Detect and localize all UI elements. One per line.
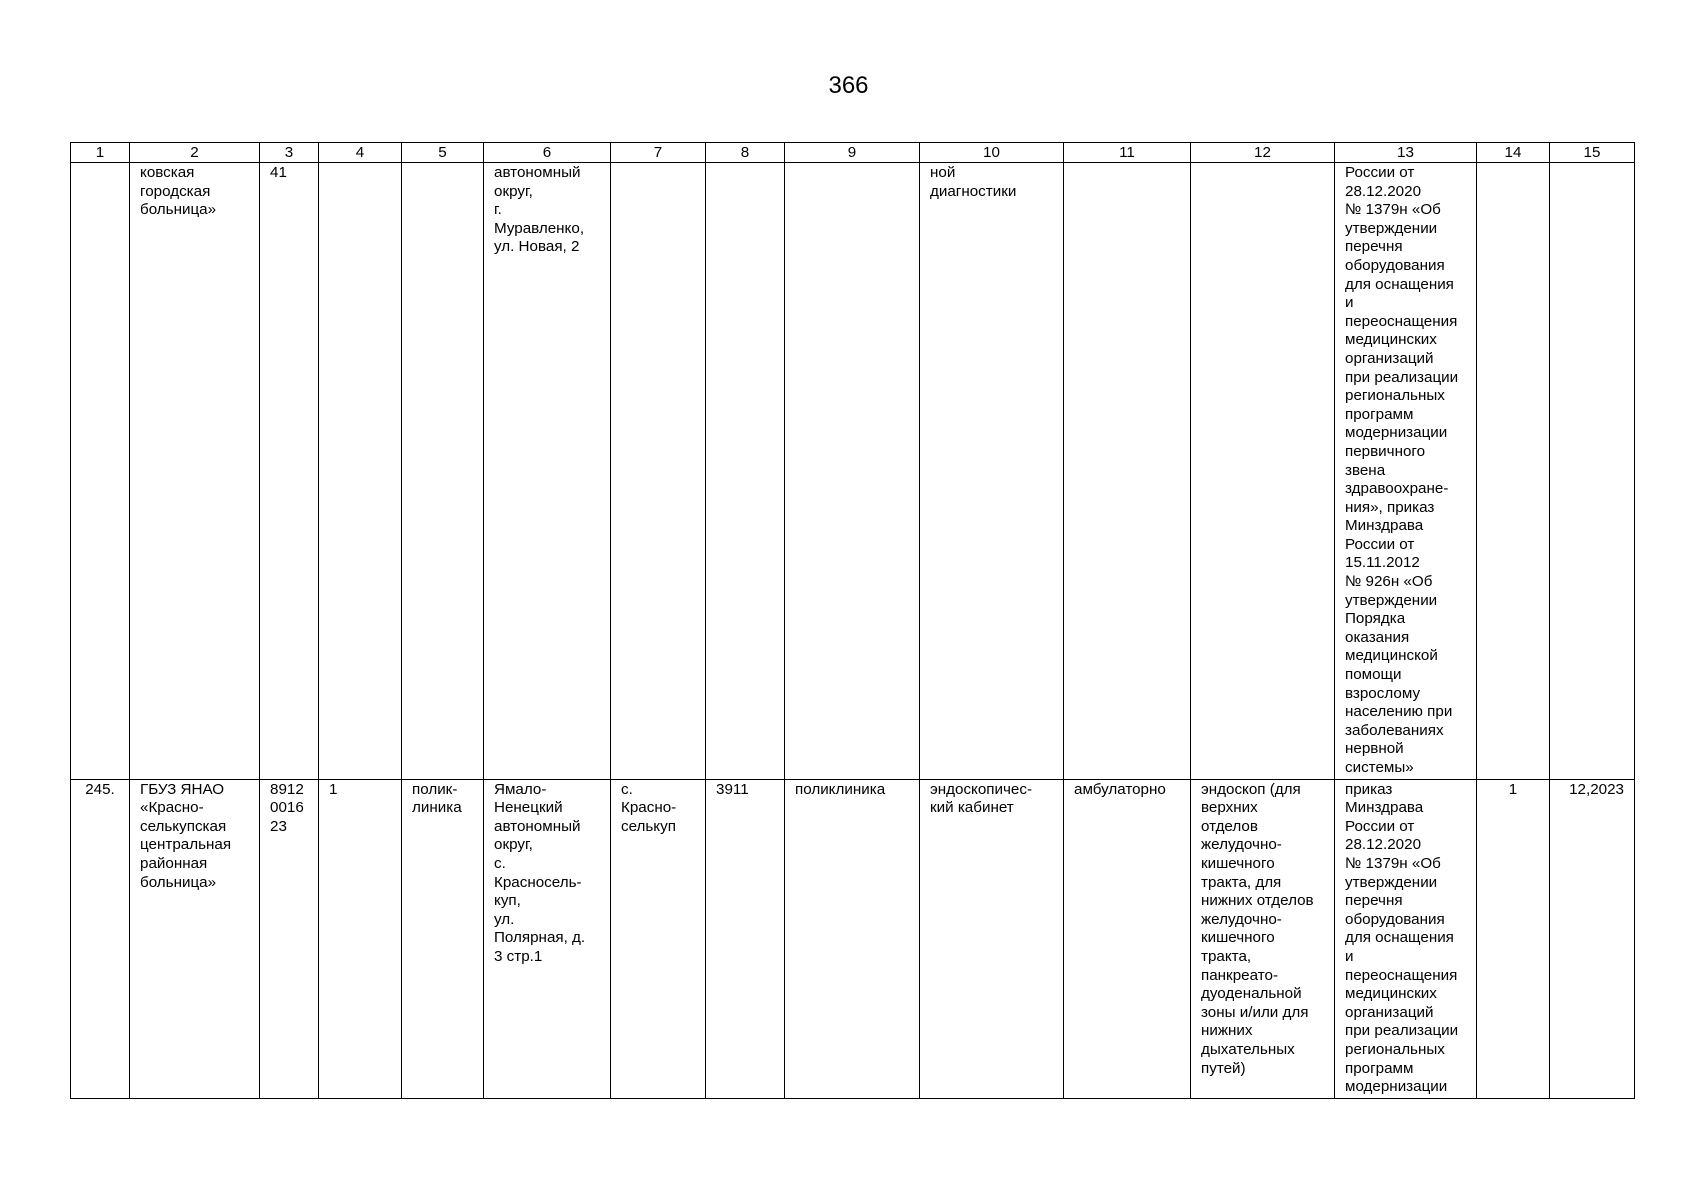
- organization-cell: ГБУЗ ЯНАО «Красно- селькупская центральная районная больница»: [130, 779, 260, 1098]
- column-header: 8: [706, 143, 785, 163]
- column-header: 13: [1335, 143, 1477, 163]
- column-header: 10: [920, 143, 1064, 163]
- column-header: 4: [319, 143, 402, 163]
- row-number-cell: [71, 163, 130, 780]
- column-header: 15: [1550, 143, 1635, 163]
- column-header: 9: [785, 143, 920, 163]
- column-number-row: [71, 143, 1635, 163]
- unit-cell: эндоскопичес- кий кабинет: [920, 779, 1064, 1098]
- unit-cell: ной диагностики: [920, 163, 1064, 780]
- table-cell: [1064, 163, 1191, 780]
- column-header: 11: [1064, 143, 1191, 163]
- address-cell: автономный округ, г. Муравленко, ул. Новая, 2: [484, 163, 611, 780]
- table-cell: [611, 163, 706, 780]
- regulation-cell: России от 28.12.2020 № 1379н «Об утверждении перечня оборудования для оснащения и переоснащения медицинских организаций при реализации региональных программ модернизации первичного звена здравоохране- ния», приказ Минздрава России от 15.11.2012 № 926н «Об утверждении Порядка оказания медицинской помощи взрослому населению при заболеваниях нервной системы»: [1335, 163, 1477, 780]
- regulation-cell: приказ Минздрава России от 28.12.2020 № 1379н «Об утверждении перечня оборудования для оснащения и переоснащения медицинских организаций при реализации региональных программ модернизации: [1335, 779, 1477, 1098]
- column-header: 1: [71, 143, 130, 163]
- organization-cell: ковская городская больница»: [130, 163, 260, 780]
- column-header: 12: [1191, 143, 1335, 163]
- table-cell: [706, 163, 785, 780]
- table-cell: [402, 163, 484, 780]
- column-header: 5: [402, 143, 484, 163]
- table-row: [71, 779, 1635, 1098]
- page-number: 366: [828, 72, 869, 99]
- inn-cell: 41: [260, 163, 319, 780]
- address-cell: Ямало- Ненецкий автономный округ, с. Красносель- куп, ул. Полярная, д. 3 стр.1: [484, 779, 611, 1098]
- table-row: [71, 163, 1635, 780]
- table-cell: полик- линика: [402, 779, 484, 1098]
- column-header: 14: [1477, 143, 1550, 163]
- column-header: 6: [484, 143, 611, 163]
- row-number-cell: 245.: [71, 779, 130, 1098]
- quantity-cell: [1477, 163, 1550, 780]
- table-cell: [785, 163, 920, 780]
- table-cell: поликлиника: [785, 779, 920, 1098]
- equipment-table: [70, 142, 1635, 1099]
- quantity-cell: 1: [1477, 779, 1550, 1098]
- date-cell: 12,2023: [1550, 779, 1635, 1098]
- table-cell: с. Красно- селькуп: [611, 779, 706, 1098]
- table-cell: [319, 163, 402, 780]
- equipment-cell: [1191, 163, 1335, 780]
- table-cell: 1: [319, 779, 402, 1098]
- table-cell: 3911: [706, 779, 785, 1098]
- column-header: 2: [130, 143, 260, 163]
- inn-cell: 8912 0016 23: [260, 779, 319, 1098]
- column-header: 3: [260, 143, 319, 163]
- column-header: 7: [611, 143, 706, 163]
- table-cell: амбулаторно: [1064, 779, 1191, 1098]
- date-cell: [1550, 163, 1635, 780]
- equipment-cell: эндоскоп (для верхних отделов желудочно- кишечного тракта, для нижних отделов желудочно- кишечного тракта, панкреато- дуоденальной зоны и/или для нижних дыхательных путей): [1191, 779, 1335, 1098]
